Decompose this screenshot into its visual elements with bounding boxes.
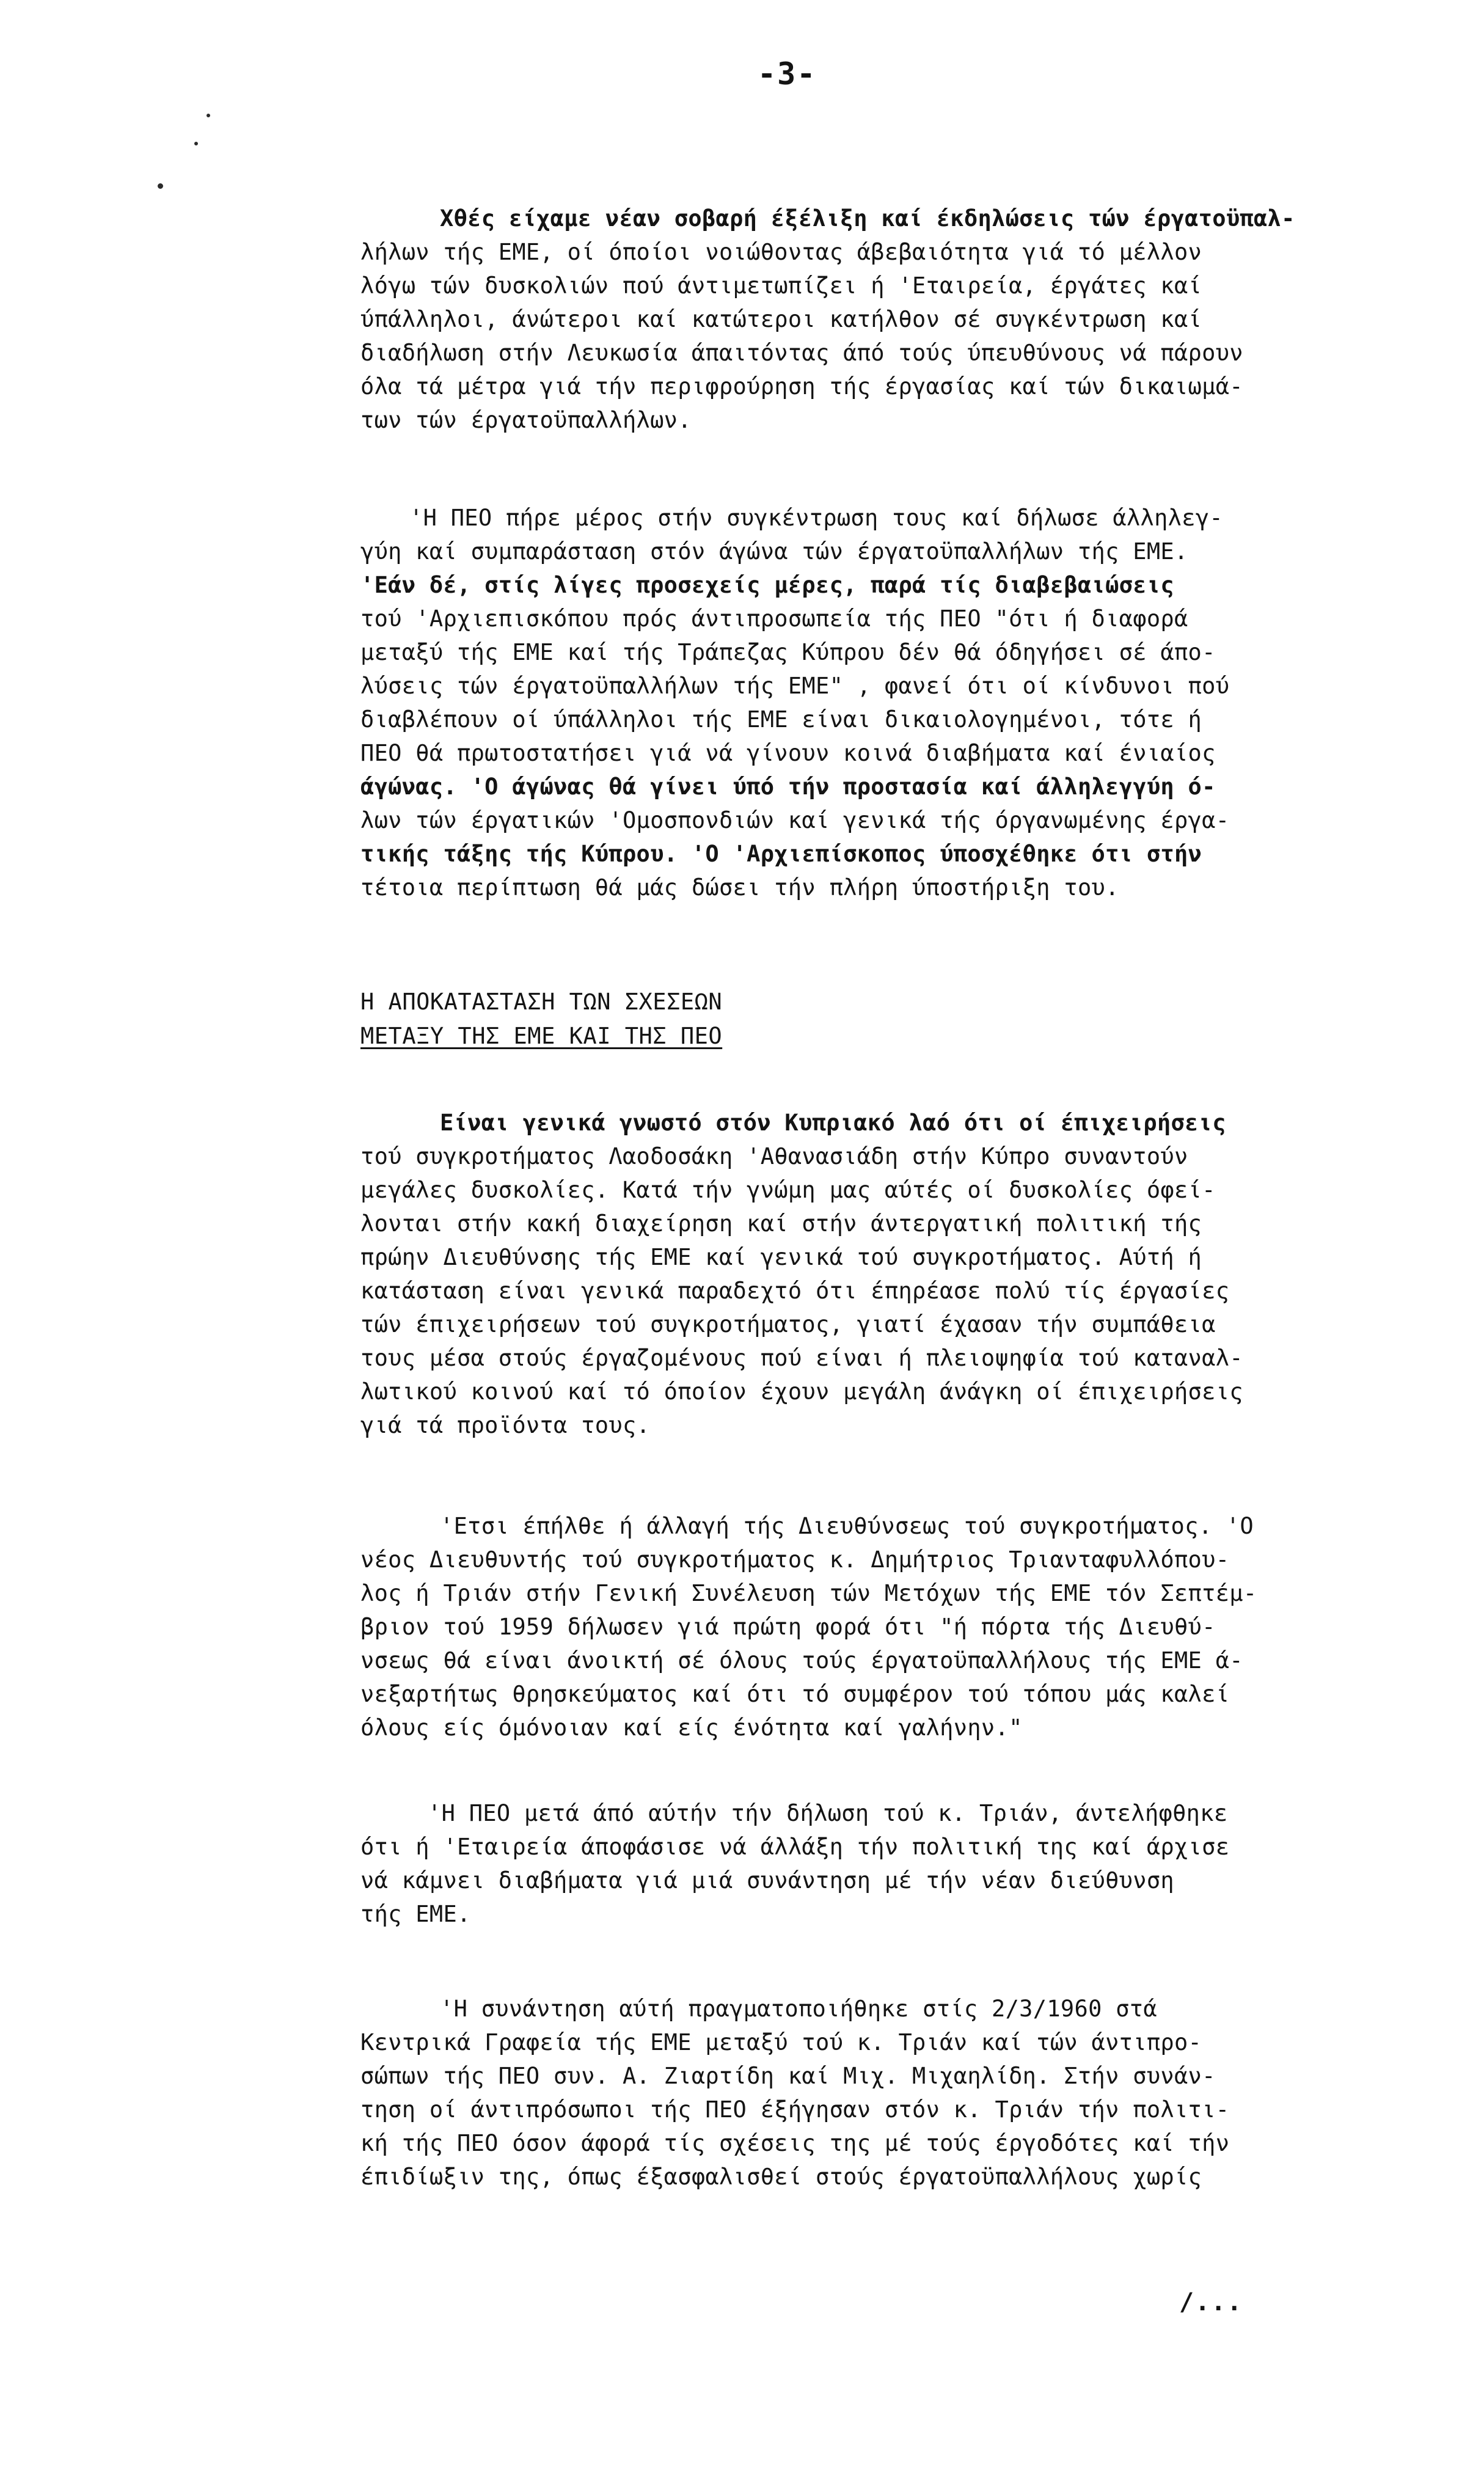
text-line: κή τής ΠΕΟ όσον άφορά τίς σχέσεις της μέ τούς έργοδότες καί τήν xyxy=(360,2130,1230,2156)
continuation-mark: /... xyxy=(1179,2288,1243,2316)
text-line: τικής τάξης τής Κύπρου. 'Ο 'Αρχιεπίσκοπος ύποσχέθηκε ότι στήν xyxy=(360,841,1202,867)
text-line: 'Η ΠΕΟ μετά άπό αύτήν τήν δήλωση τού κ. Τριάν, άντελήφθηκε xyxy=(428,1800,1228,1826)
text-line: μεγάλες δυσκολίες. Κατά τήν γνώμη μας αύτές οί δυσκολίες όφεί- xyxy=(360,1177,1216,1203)
text-line: λήλων τής ΕΜΕ, οί όποίοι νοιώθοντας άβεβαιότητα γιά τό μέλλον xyxy=(360,239,1202,265)
text-line: βριον τού 1959 δήλωσεν γιά πρώτη φορά ότι "ή πόρτα τής Διευθύ- xyxy=(360,1614,1216,1640)
text-line: όλα τά μέτρα γιά τήν περιφρούρηση τής έργασίας καί τών δικαιωμά- xyxy=(360,373,1243,400)
text-line: διαδήλωση στήν Λευκωσία άπαιτόντας άπό τούς ύπευθύνους νά πάρουν xyxy=(360,340,1243,366)
text-line: διαβλέπουν οί ύπάλληλοι τής ΕΜΕ είναι δικαιολογημένοι, τότε ή xyxy=(360,706,1202,733)
paragraph-6 xyxy=(360,1992,1411,2194)
heading-line-1: Η ΑΠΟΚΑΤΑΣΤΑΣΗ ΤΩΝ ΣΧΕΣΕΩΝ xyxy=(360,989,723,1015)
text-line: γύη καί συμπαράσταση στόν άγώνα τών έργατοϋπαλλήλων τής ΕΜΕ. xyxy=(360,538,1188,565)
text-line: των τών έργατοϋπαλλήλων. xyxy=(360,407,692,433)
text-line: μεταξύ τής ΕΜΕ καί τής Τράπεζας Κύπρου δέν θά όδηγήσει σέ άπο- xyxy=(360,639,1216,665)
text-line: ύπάλληλοι, άνώτεροι καί κατώτεροι κατήλθον σέ συγκέντρωση καί xyxy=(360,306,1202,332)
text-line: 'Η συνάντηση αύτή πραγματοποιήθηκε στίς 2/3/1960 στά xyxy=(440,1996,1157,2022)
text-line: πρώην Διευθύνσης τής ΕΜΕ καί γενικά τού συγκροτήματος. Αύτή ή xyxy=(360,1244,1202,1270)
section-heading xyxy=(360,985,722,1053)
paragraph-2 xyxy=(360,501,1411,904)
text-line: λόγω τών δυσκολιών πού άντιμετωπίζει ή 'Εταιρεία, έργάτες καί xyxy=(360,273,1202,299)
text-line: άγώνας. 'Ο άγώνας θά γίνει ύπό τήν προστασία καί άλληλεγγύη ό- xyxy=(360,774,1216,800)
text-line: έπιδίωξιν της, όπως έξασφαλισθεί στούς έργατοϋπαλλήλους χωρίς xyxy=(360,2164,1202,2190)
text-line: λονται στήν κακή διαχείρηση καί στήν άντεργατική πολιτική τής xyxy=(360,1210,1202,1237)
text-line: λύσεις τών έργατοϋπαλλήλων τής ΕΜΕ" , φανεί ότι οί κίνδυνοι πού xyxy=(360,673,1230,699)
text-line: ότι ή 'Εταιρεία άποφάσισε νά άλλάξη τήν πολιτική της καί άρχισε xyxy=(360,1834,1230,1860)
text-line: τέτοια περίπτωση θά μάς δώσει τήν πλήρη ύποστήριξη του. xyxy=(360,874,1119,901)
text-line: 'Εάν δέ, στίς λίγες προσεχείς μέρες, παρά τίς διαβεβαιώσεις xyxy=(360,572,1174,598)
paragraph-4 xyxy=(360,1509,1411,1744)
page-number: -3- xyxy=(758,56,817,92)
paragraph-3 xyxy=(360,1106,1411,1442)
scan-speck xyxy=(207,114,210,117)
scan-speck xyxy=(158,183,163,189)
text-line: σώπων τής ΠΕΟ συν. Α. Ζιαρτίδη καί Μιχ. Μιχαηλίδη. Στήν συνάν- xyxy=(360,2063,1216,2089)
text-line: τής ΕΜΕ. xyxy=(360,1901,471,1927)
text-line: ΠΕΟ θά πρωτοστατήσει γιά νά γίνουν κοινά διαβήματα καί ένιαίος xyxy=(360,740,1216,766)
text-line: 'Ετσι έπήλθε ή άλλαγή τής Διευθύνσεως τού συγκροτήματος. 'Ο xyxy=(440,1513,1254,1539)
text-line: νσεως θά είναι άνοικτή σέ όλους τούς έργατοϋπαλλήλους τής ΕΜΕ ά- xyxy=(360,1647,1243,1674)
text-line: λων τών έργατικών 'Ομοσπονδιών καί γενικά τής όργανωμένης έργα- xyxy=(360,807,1230,833)
text-line: κατάσταση είναι γενικά παραδεχτό ότι έπηρέασε πολύ τίς έργασίες xyxy=(360,1278,1230,1304)
text-line: τους μέσα στούς έργαζομένους πού είναι ή πλειοψηφία τού καταναλ- xyxy=(360,1345,1243,1371)
text-line: τού 'Αρχιεπισκόπου πρός άντιπροσωπεία τής ΠΕΟ "ότι ή διαφορά xyxy=(360,606,1188,632)
text-line: 'Η ΠΕΟ πήρε μέρος στήν συγκέντρωση τους καί δήλωσε άλληλεγ- xyxy=(409,505,1223,531)
paragraph-1 xyxy=(360,202,1411,437)
text-line: τηση οί άντιπρόσωποι τής ΠΕΟ έξήγησαν στόν κ. Τριάν τήν πολιτι- xyxy=(360,2096,1230,2123)
text-line: τών έπιχειρήσεων τού συγκροτήματος, γιατί έχασαν τήν συμπάθεια xyxy=(360,1311,1216,1338)
text-line: όλους είς όμόνοιαν καί είς ένότητα καί γαλήνην." xyxy=(360,1715,1023,1741)
text-line: γιά τά προϊόντα τους. xyxy=(360,1412,651,1438)
text-line: Είναι γενικά γνωστό στόν Κυπριακό λαό ότι οί έπιχειρήσεις xyxy=(440,1110,1226,1136)
text-line: λος ή Τριάν στήν Γενική Συνέλευση τών Μετόχων τής ΕΜΕ τόν Σεπτέμ- xyxy=(360,1580,1257,1606)
text-line: τού συγκροτήματος Λαοδοσάκη 'Αθανασιάδη στήν Κύπρο συναντούν xyxy=(360,1143,1188,1170)
scan-speck xyxy=(194,142,198,145)
text-line: νεξαρτήτως θρησκεύματος καί ότι τό συμφέρον τού τόπου μάς καλεί xyxy=(360,1681,1230,1707)
paragraph-5 xyxy=(360,1796,1411,1931)
text-line: νέος Διευθυντής τού συγκροτήματος κ. Δημήτριος Τριανταφυλλόπου- xyxy=(360,1547,1230,1573)
text-line: Κεντρικά Γραφεία τής ΕΜΕ μεταξύ τού κ. Τριάν καί τών άντιπρο- xyxy=(360,2029,1202,2056)
text-line: Χθές είχαμε νέαν σοβαρή έξέλιξη καί έκδηλώσεις τών έργατοϋπαλ- xyxy=(440,205,1295,232)
text-line: νά κάμνει διαβήματα γιά μιά συνάντηση μέ τήν νέαν διεύθυνση xyxy=(360,1867,1174,1894)
heading-line-2: ΜΕΤΑΞΥ ΤΗΣ ΕΜΕ ΚΑΙ ΤΗΣ ΠΕΟ xyxy=(360,1023,723,1049)
text-line: λωτικού κοινού καί τό όποίον έχουν μεγάλη άνάγκη οί έπιχειρήσεις xyxy=(360,1378,1243,1405)
